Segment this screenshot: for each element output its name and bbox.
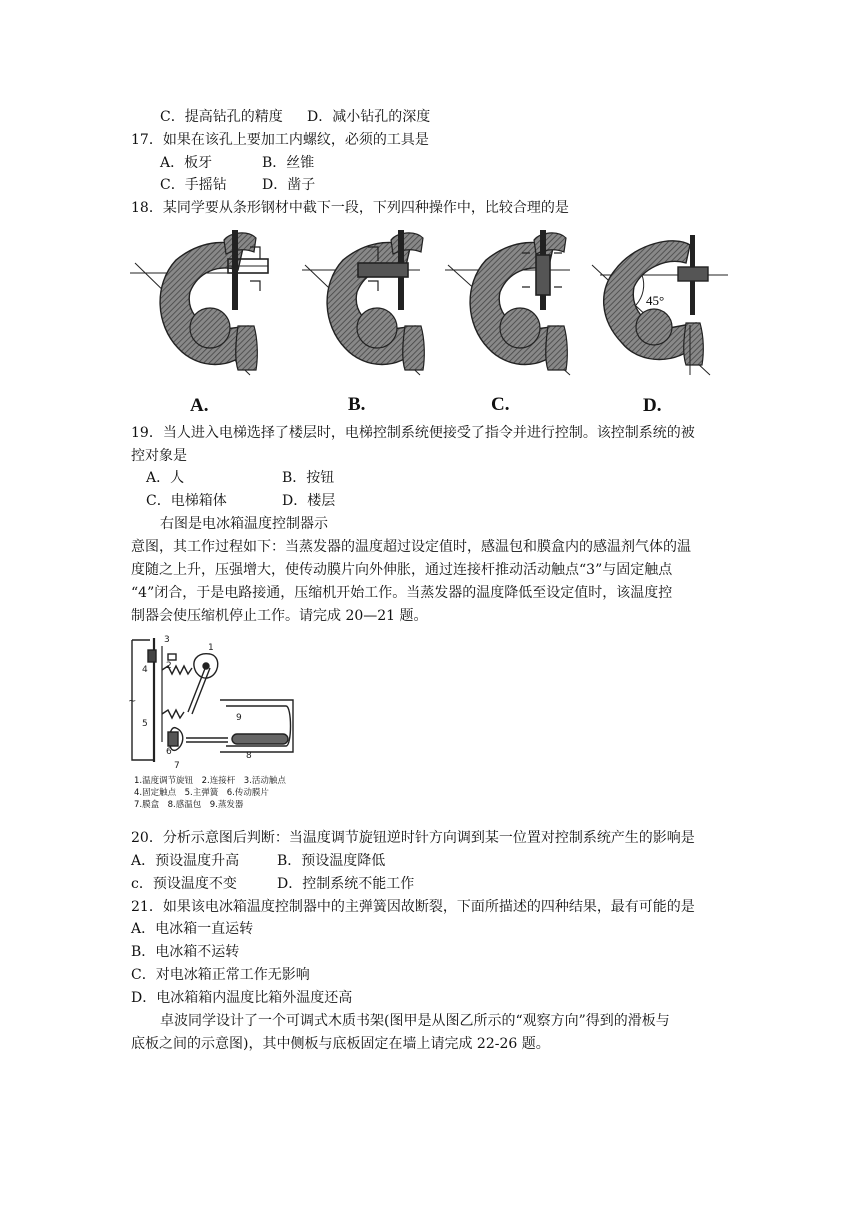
diagram-legend-row3: 7.膜盒 8.感温包 9.蒸发器 [134, 800, 244, 810]
q18-caption-d: D. [643, 395, 662, 416]
q17-option-b: B．丝锥 [262, 155, 315, 171]
q20-option-a: A．预设温度升高 [131, 853, 240, 869]
q19-option-d: D．楼层 [282, 493, 336, 509]
diagram-number-4: 4 [142, 665, 148, 675]
q21-option-d: D．电冰箱箱内温度比箱外温度还高 [131, 990, 353, 1006]
passage-line1: 右图是电冰箱温度控制器示 [160, 516, 328, 532]
q16-option-c: C．提高钻孔的精度 [160, 109, 283, 125]
diagram-number-8: 8 [246, 751, 252, 761]
diagram-number-6: 6 [166, 747, 172, 757]
q19-option-a: A．人 [146, 470, 185, 486]
diagram-number-1: 1 [208, 643, 214, 653]
passage-line4: “4”闭合，于是电路接通，压缩机开始工作。当蒸发器的温度降低至设定值时，该温度控 [131, 585, 673, 601]
q20-stem: 20．分析示意图后判断：当温度调节旋钮逆时针方向调到某一位置对控制系统产生的影响是 [131, 830, 695, 846]
q21-option-c: C．对电冰箱正常工作无影响 [131, 967, 310, 983]
q20-option-b: B．预设温度降低 [277, 853, 386, 869]
diagram-number-9: 9 [236, 713, 242, 723]
q18-figure-a [130, 230, 268, 375]
q16-option-d: D．减小钻孔的深度 [307, 109, 431, 125]
q21-option-b: B．电冰箱不运转 [131, 944, 240, 960]
q21-stem: 21．如果该电冰箱温度控制器中的主弹簧因故断裂，下面所描述的四种结果，最有可能的是 [131, 899, 695, 915]
closing-line2: 底板之间的示意图)，其中侧板与底板固定在墙上请完成 22-26 题。 [131, 1036, 550, 1052]
q19-stem-line2: 控对象是 [131, 448, 187, 464]
q18-caption-c: C. [491, 394, 510, 415]
q17-option-d: D．凿子 [262, 177, 316, 193]
q17-option-a: A．板牙 [160, 155, 213, 171]
diagram-number-3: 3 [164, 635, 170, 645]
q18-figure-c [445, 230, 570, 375]
svg-text:~: ~ [128, 696, 137, 707]
q21-option-a: A．电冰箱一直运转 [131, 921, 254, 937]
q18-angle-label: 45° [646, 293, 665, 308]
q18-caption-a: A. [190, 395, 209, 416]
diagram-number-7: 7 [174, 761, 180, 771]
thermostat-diagram [128, 632, 303, 772]
passage-line5: 制器会使压缩机停止工作。请完成 20—21 题。 [131, 608, 428, 624]
q18-caption-b: B. [348, 394, 366, 415]
passage-line3: 度随之上升，压强增大，使传动膜片向外伸胀，通过连接杆推动活动触点“3”与固定触点 [131, 562, 673, 578]
q18-figure-d [592, 235, 728, 375]
diagram-legend-row1: 1.温度调节旋钮 2.连接杆 3.活动触点 [134, 776, 286, 786]
passage-line2: 意图，其工作过程如下：当蒸发器的温度超过设定值时，感温包和膜盒内的感温剂气体的温 [131, 539, 691, 555]
q17-option-c: C．手摇钻 [160, 177, 227, 193]
q18-stem: 18．某同学要从条形钢材中截下一段，下列四种操作中，比较合理的是 [131, 200, 569, 216]
q20-option-c: c．预设温度不变 [131, 876, 237, 892]
diagram-number-5: 5 [142, 719, 148, 729]
q19-option-b: B．按钮 [282, 470, 335, 486]
q18-figure-b [302, 230, 424, 375]
q19-stem-line1: 19．当人进入电梯选择了楼层时，电梯控制系统便接受了指令并进行控制。该控制系统的被 [131, 425, 695, 441]
diagram-legend-row2: 4.固定触点 5.主弹簧 6.传动膜片 [134, 788, 269, 798]
q18-sawing-figures [130, 225, 730, 425]
closing-line1: 卓波同学设计了一个可调式木质书架(图甲是从图乙所示的“观察方向”得到的滑板与 [160, 1013, 670, 1029]
q20-option-d: D．控制系统不能工作 [277, 876, 415, 892]
q17-stem: 17．如果在该孔上要加工内螺纹，必须的工具是 [131, 132, 429, 148]
diagram-number-2: 2 [166, 661, 172, 671]
q19-option-c: C．电梯箱体 [146, 493, 227, 509]
